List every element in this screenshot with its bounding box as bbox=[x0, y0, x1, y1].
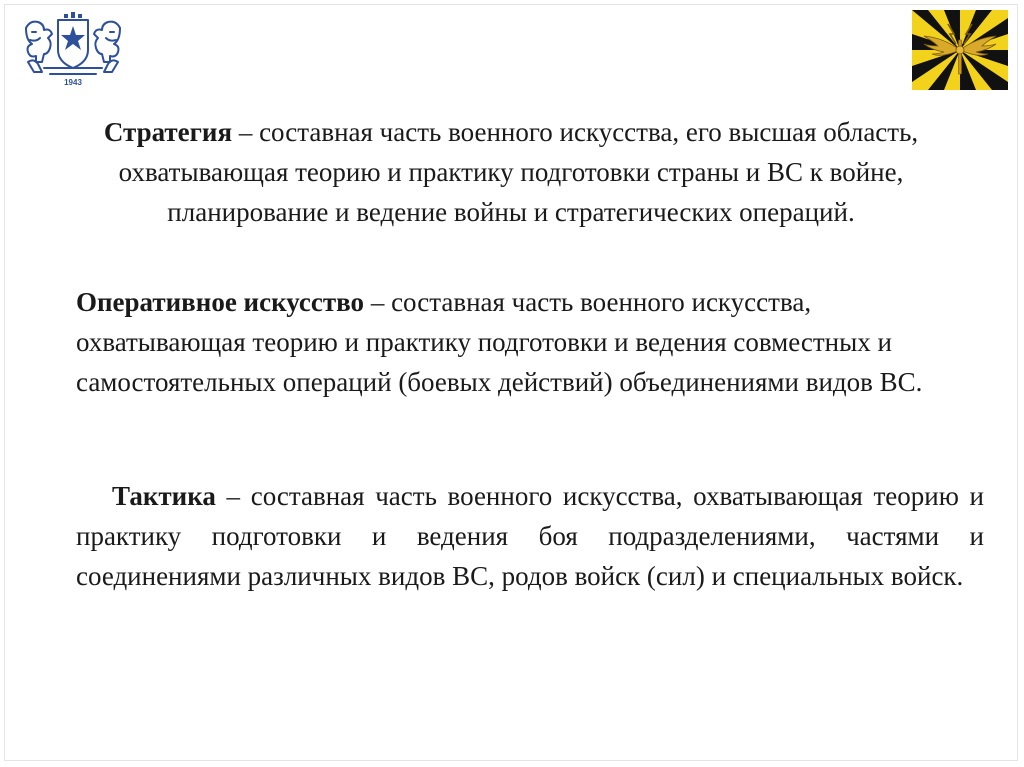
strategy-term: Стратегия bbox=[103, 117, 233, 147]
operational-art-term: Оперативное искусство bbox=[76, 287, 365, 317]
strategy-definition bbox=[48, 112, 974, 232]
university-emblem-logo bbox=[20, 10, 126, 88]
strategy-text: – составная часть военного искусства, его высшая область, охватывающая теорию и практику подготовки страны и ВС к войне, планирование и ведение войны и стратегических операций. bbox=[118, 117, 919, 227]
operational-art-text: – составная часть военного искусства, охватывающая теорию и практику подготовки и ведения совместных и самостоятельных операций (боевых действий) объединениями видов ВС. bbox=[76, 287, 923, 397]
tactics-definition bbox=[76, 476, 984, 596]
tactics-term: Тактика bbox=[112, 481, 216, 511]
emblem-year: 1943 bbox=[64, 78, 82, 87]
operational-art-definition bbox=[76, 282, 976, 402]
tactics-text: – составная часть военного искусства, охватывающая теорию и практику подготовки и ведения боя подразделениями, частями и соединениями различных видов ВС, родов войск (сил) и специальных войск. bbox=[76, 481, 984, 591]
signal-troops-emblem-logo bbox=[912, 10, 1008, 90]
